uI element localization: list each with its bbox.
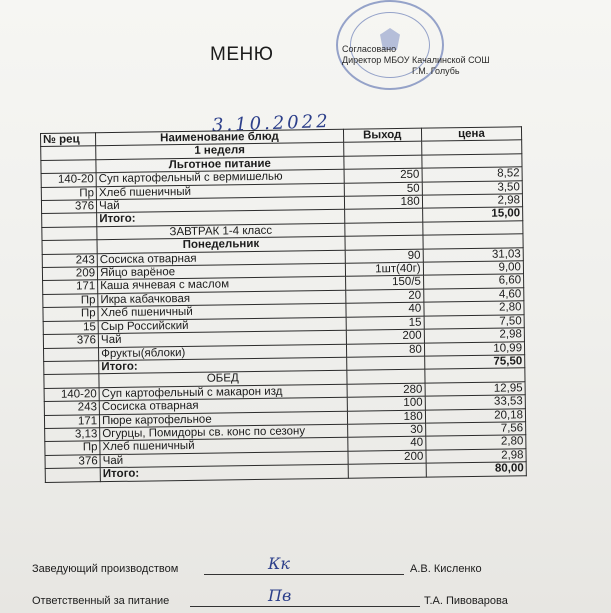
- approval-block: [342, 44, 490, 77]
- portion-size: 150/5: [345, 276, 423, 290]
- dish-name: Чай: [97, 196, 345, 213]
- header-recipe-number: № рец: [41, 133, 96, 147]
- total-spacer: [42, 213, 97, 227]
- recipe-number: 243: [44, 401, 99, 415]
- dish-name: Фрукты(яблоки): [99, 344, 347, 361]
- dish-price: 4,60: [423, 288, 523, 303]
- manager-label: Заведующий производством: [32, 563, 179, 575]
- menu-date: 3.10.2022: [211, 110, 331, 137]
- recipe-number: Пр: [43, 294, 98, 308]
- dish-price: 2,80: [426, 435, 526, 450]
- section-spacer: [44, 374, 99, 388]
- header-dish-name: Наименование блюд: [96, 129, 344, 146]
- portion-size: 80: [346, 343, 424, 357]
- manager-signature-icon: Кк: [268, 554, 290, 573]
- dish-name: Чай: [98, 330, 346, 347]
- section-title: 1 неделя: [96, 143, 344, 160]
- section-spacer: [423, 221, 523, 236]
- recipe-number: Пр: [41, 186, 96, 200]
- dish-name: Хлеб пшеничный: [96, 183, 344, 200]
- recipe-number: 140-20: [41, 173, 96, 187]
- recipe-number: 140-20: [44, 387, 99, 401]
- portion-size: 200: [346, 329, 424, 343]
- dish-price: 2,80: [424, 301, 524, 316]
- section-spacer: [422, 154, 522, 169]
- total-spacer: [348, 463, 426, 477]
- dish-price: 9,00: [423, 261, 523, 276]
- dish-price: 31,03: [423, 247, 523, 262]
- dish-name: Пюре картофельное: [100, 411, 348, 428]
- portion-size: 200: [348, 450, 426, 464]
- dish-price: 7,50: [424, 314, 524, 329]
- portion-size: 280: [347, 383, 425, 397]
- portion-size: 30: [347, 423, 425, 437]
- portion-size: 15: [346, 316, 424, 330]
- manager-signature-line: [204, 574, 404, 575]
- manager-name: А.В. Кисленко: [410, 563, 482, 575]
- total-price: 75,50: [424, 355, 524, 370]
- portion-size: 40: [347, 436, 425, 450]
- recipe-number: Пр: [45, 441, 100, 455]
- dish-price: 3,50: [422, 180, 522, 195]
- section-title: ОБЕД: [99, 371, 347, 388]
- portion-size: 180: [344, 195, 422, 209]
- portion-size: 40: [346, 302, 424, 316]
- approval-director: Директор МБОУ Качалинской СОШ: [342, 55, 490, 65]
- total-price: 15,00: [422, 207, 522, 222]
- recipe-number: 3,13: [45, 428, 100, 442]
- dish-name: Суп картофельный с макарон изд: [99, 384, 347, 401]
- dish-price: 2,98: [426, 448, 526, 463]
- header-portion: Выход: [343, 128, 421, 142]
- section-spacer: [346, 369, 424, 383]
- dish-price: 7,56: [425, 422, 525, 437]
- section-spacer: [425, 368, 525, 383]
- recipe-number: 171: [43, 280, 98, 294]
- dish-price: 6,60: [423, 274, 523, 289]
- recipe-number: 243: [42, 253, 97, 267]
- portion-size: 100: [347, 396, 425, 410]
- dish-price: 8,52: [422, 167, 522, 182]
- recipe-number: 376: [45, 454, 100, 468]
- portion-size: 20: [345, 289, 423, 303]
- dish-name: Сосиска отварная: [99, 397, 347, 414]
- dish-price: 33,53: [425, 395, 525, 410]
- section-spacer: [42, 227, 97, 241]
- recipe-number: Пр: [43, 307, 98, 321]
- portion-size: 250: [344, 168, 422, 182]
- total-spacer: [344, 209, 422, 223]
- section-spacer: [421, 140, 521, 155]
- portion-size: 1шт(40г): [345, 262, 423, 276]
- portion-size: 90: [345, 249, 423, 263]
- section-spacer: [343, 155, 421, 169]
- section-title: Понедельник: [97, 237, 345, 254]
- dish-name: Сыр Российский: [98, 317, 346, 334]
- dish-name: Хлеб пшеничный: [98, 304, 346, 321]
- total-label: Итого:: [100, 464, 348, 481]
- recipe-number: [44, 347, 99, 361]
- responsible-signature-icon: Пв: [268, 586, 292, 605]
- recipe-number: 171: [44, 414, 99, 428]
- section-spacer: [41, 160, 96, 174]
- section-spacer: [345, 235, 423, 249]
- page-title: МЕНЮ: [210, 44, 274, 65]
- dish-name: Каша ячневая с маслом: [98, 277, 346, 294]
- header-price: цена: [421, 127, 521, 142]
- approval-agreed: Согласовано: [342, 44, 397, 54]
- dish-name: Огурцы, Помидоры св. конс по сезону: [100, 424, 348, 441]
- recipe-number: 209: [42, 267, 97, 281]
- dish-price: 12,95: [425, 381, 525, 396]
- portion-size: 50: [344, 182, 422, 196]
- recipe-number: 376: [43, 334, 98, 348]
- dish-name: Хлеб пшеничный: [100, 438, 348, 455]
- recipe-number: 15: [43, 320, 98, 334]
- menu-table: [40, 126, 527, 482]
- section-spacer: [344, 222, 422, 236]
- dish-name: Чай: [100, 451, 348, 468]
- section-spacer: [423, 234, 523, 249]
- dish-name: Икра кабачковая: [98, 290, 346, 307]
- responsible-label: Ответственный за питание: [32, 595, 170, 607]
- section-spacer: [41, 146, 96, 160]
- section-title: Льготное питание: [96, 156, 344, 173]
- approval-director-name: Г.М. Голубь: [412, 66, 460, 76]
- total-label: Итого:: [99, 357, 347, 374]
- dish-name: Яйцо варёное: [97, 263, 345, 280]
- dish-name: Суп картофельный с вермишелью: [96, 169, 344, 186]
- responsible-name: Т.А. Пивоварова: [424, 595, 508, 607]
- responsible-signature-line: [190, 606, 420, 607]
- dish-price: 2,98: [424, 328, 524, 343]
- section-title: ЗАВТРАК 1-4 класс: [97, 223, 345, 240]
- dish-price: 20,18: [425, 408, 525, 423]
- portion-size: 180: [347, 410, 425, 424]
- total-spacer: [44, 361, 99, 375]
- section-spacer: [42, 240, 97, 254]
- total-spacer: [346, 356, 424, 370]
- section-spacer: [343, 142, 421, 156]
- dish-price: 2,98: [422, 194, 522, 209]
- total-label: Итого:: [97, 210, 345, 227]
- dish-name: Сосиска отварная: [97, 250, 345, 267]
- dish-price: 10,99: [424, 341, 524, 356]
- total-spacer: [45, 468, 100, 482]
- total-price: 80,00: [426, 462, 526, 477]
- recipe-number: 376: [41, 200, 96, 214]
- table-body: [41, 140, 527, 482]
